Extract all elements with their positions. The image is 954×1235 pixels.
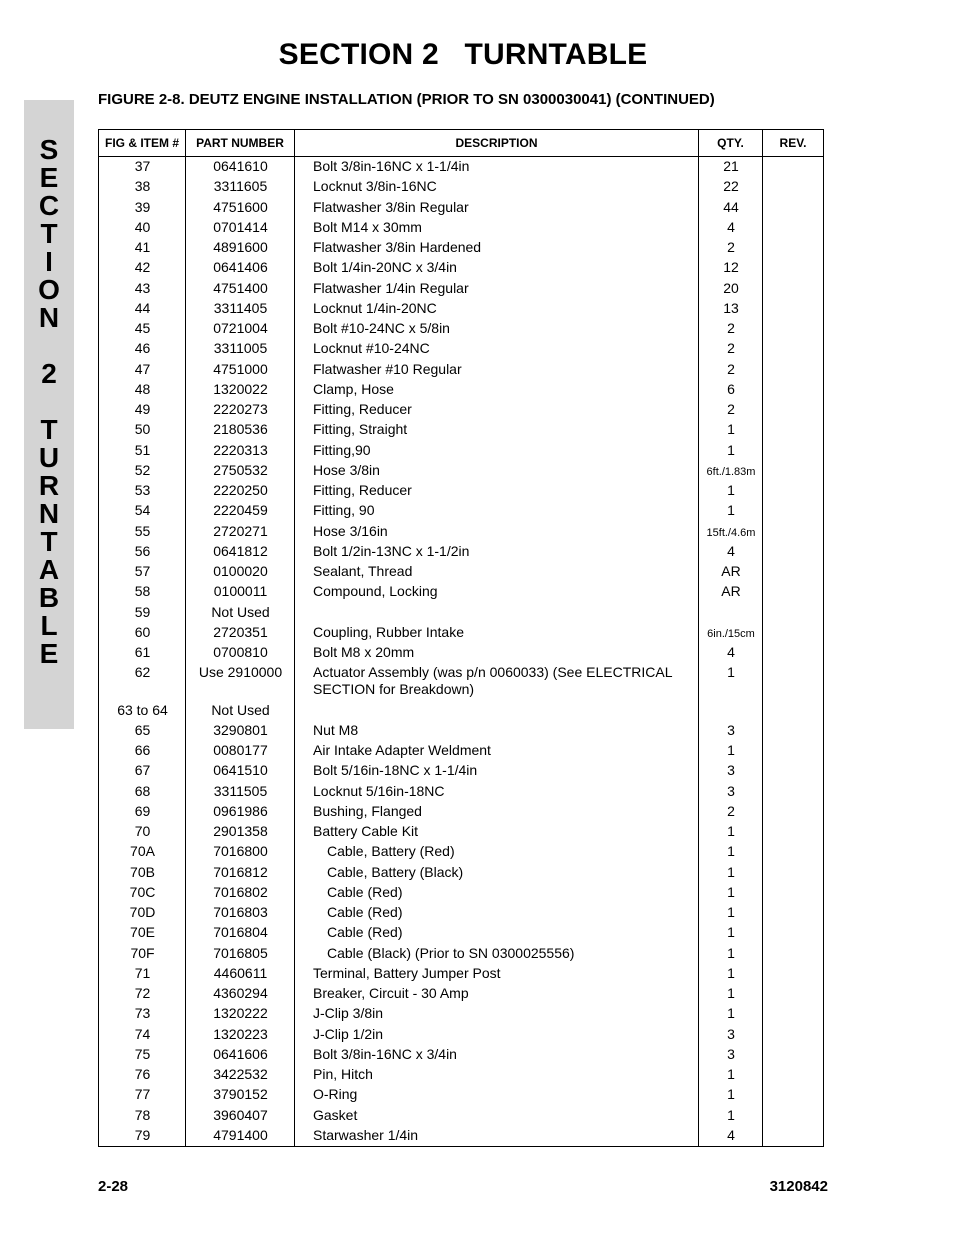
- side-tab-letter: N: [38, 302, 60, 333]
- cell-item: 39: [134, 198, 151, 215]
- cell-part: 2750532: [213, 461, 268, 478]
- cell-item: 52: [134, 461, 151, 478]
- cell-desc: Flatwasher 1/4in Regular: [313, 279, 469, 296]
- cell-part: 0641610: [213, 158, 268, 174]
- cell-desc: Hose 3/8in: [313, 461, 380, 478]
- cell-part: 1320022: [213, 380, 268, 397]
- cell-item: 73: [134, 1005, 151, 1022]
- cell-desc: Bolt 3/8in-16NC x 1-1/4in: [313, 158, 470, 174]
- figure-title: FIGURE 2-8. DEUTZ ENGINE INSTALLATION (PRIOR TO SN 0300030041) (CONTINUED): [98, 91, 715, 108]
- cell-desc: Flatwasher #10 Regular: [313, 360, 462, 377]
- cell-qty: 1: [727, 1005, 735, 1022]
- cell-desc: J-Clip 3/8in: [313, 1005, 384, 1022]
- cell-desc: Bolt 3/8in-16NC x 3/4in: [313, 1045, 457, 1062]
- cell-part: 4360294: [213, 985, 268, 1001]
- header-description: DESCRIPTION: [455, 136, 538, 150]
- cell-part: Not Used: [211, 701, 270, 718]
- side-tab-letter: U: [38, 442, 60, 473]
- cell-qty: 1: [727, 985, 735, 1001]
- cell-desc: Flatwasher 3/8in Regular: [313, 198, 469, 215]
- cell-item: 67: [134, 762, 151, 779]
- cell-part: 3422532: [213, 1066, 268, 1082]
- cell-part: 0641812: [213, 542, 268, 559]
- cell-qty: 6in./15cm: [707, 627, 755, 640]
- cell-desc: Sealant, Thread: [313, 563, 413, 579]
- cell-part: 2220250: [213, 482, 268, 498]
- cell-part: 3311505: [213, 782, 268, 799]
- cell-item: 70A: [130, 843, 155, 860]
- cell-item: 71: [134, 964, 151, 981]
- cell-item: 59: [134, 603, 151, 620]
- cell-item: 69: [134, 802, 151, 819]
- cell-qty: 1: [727, 863, 735, 880]
- cell-qty: 1: [727, 904, 735, 920]
- cell-item: 41: [134, 239, 151, 255]
- cell-desc: Terminal, Battery Jumper Post: [313, 964, 501, 981]
- header-rev: REV.: [779, 136, 807, 150]
- cell-part: 7016805: [213, 944, 268, 961]
- cell-item: 51: [134, 441, 151, 458]
- cell-qty: 1: [727, 482, 735, 498]
- cell-qty: 2: [727, 320, 735, 336]
- cell-desc: Bolt 1/2in-13NC x 1-1/2in: [313, 542, 470, 559]
- header-part-number: PART NUMBER: [196, 136, 284, 150]
- cell-desc: Locknut #10-24NC: [313, 340, 430, 357]
- cell-qty: 22: [723, 178, 739, 195]
- cell-qty: 3: [727, 1025, 735, 1042]
- cell-qty: 1: [727, 1106, 735, 1123]
- side-tab-letter: I: [45, 246, 53, 277]
- side-tab-letter: A: [38, 554, 60, 585]
- side-tab-letter: N: [38, 498, 60, 529]
- cell-item: 62: [134, 664, 151, 681]
- cell-qty: 15ft./4.6m: [706, 526, 756, 539]
- cell-item: 70: [134, 823, 151, 839]
- side-tab-letter: O: [38, 274, 60, 305]
- cell-qty: 1: [727, 421, 735, 438]
- cell-item: 38: [134, 178, 151, 195]
- page-number: 2-28: [98, 1178, 129, 1195]
- cell-part: 7016803: [213, 904, 268, 920]
- cell-desc: Bushing, Flanged: [313, 802, 422, 819]
- cell-part: 3960407: [213, 1106, 268, 1123]
- cell-qty: 1: [727, 502, 735, 519]
- cell-item: 72: [134, 985, 151, 1001]
- cell-qty: 1: [727, 1086, 735, 1103]
- cell-item: 43: [134, 279, 151, 296]
- cell-part: 0100020: [213, 563, 268, 579]
- cell-item: 56: [134, 542, 151, 559]
- header-fig-item: FIG & ITEM #: [104, 136, 179, 150]
- header-qty: QTY.: [717, 136, 744, 150]
- cell-qty: AR: [721, 563, 741, 579]
- cell-part: 2220459: [213, 502, 268, 519]
- cell-desc: O-Ring: [313, 1086, 358, 1103]
- cell-part: 1320222: [213, 1005, 268, 1022]
- cell-qty: 1: [727, 964, 735, 981]
- cell-part: 4891600: [213, 239, 268, 255]
- side-tab-letters: [24, 136, 74, 668]
- cell-item: 58: [134, 583, 151, 600]
- cell-part: Not Used: [211, 603, 270, 620]
- cell-part: 3311005: [213, 340, 268, 357]
- cell-item: 40: [134, 218, 151, 235]
- cell-qty: 12: [723, 259, 739, 276]
- cell-part: 3311605: [213, 178, 268, 195]
- cell-part: 3311405: [213, 299, 268, 316]
- cell-part: 4751400: [213, 279, 268, 296]
- cell-item: 79: [134, 1126, 151, 1143]
- cell-item: 70F: [130, 944, 155, 961]
- cell-desc: Cable, Battery (Black): [327, 863, 464, 880]
- cell-item: 42: [134, 259, 151, 276]
- cell-part: 0100011: [213, 583, 268, 600]
- cell-part: 3790152: [213, 1086, 268, 1103]
- section-side-tab: [24, 100, 74, 729]
- cell-desc: Cable (Red): [327, 924, 403, 941]
- cell-item: 74: [134, 1025, 151, 1042]
- cell-item: 77: [134, 1086, 151, 1103]
- document-number: 3120842: [769, 1178, 828, 1195]
- cell-desc: Coupling, Rubber Intake: [313, 623, 464, 640]
- cell-qty: 2: [727, 360, 735, 377]
- cell-item: 70B: [130, 863, 155, 880]
- cell-qty: 13: [723, 299, 739, 316]
- cell-part: 4460611: [213, 964, 268, 981]
- cell-part: 1320223: [213, 1025, 268, 1042]
- cell-qty: 1: [727, 843, 735, 860]
- cell-part: 0641510: [213, 762, 268, 779]
- cell-part: 4751000: [213, 360, 268, 377]
- cell-item: 55: [134, 522, 151, 539]
- cell-desc: Fitting, Reducer: [313, 482, 412, 498]
- cell-desc: Air Intake Adapter Weldment: [313, 742, 491, 758]
- side-tab-letter: T: [40, 414, 58, 445]
- cell-part: 2180536: [213, 421, 268, 438]
- cell-item: 75: [134, 1045, 151, 1062]
- cell-desc: Fitting, 90: [313, 502, 375, 519]
- cell-part: 0641406: [213, 259, 268, 276]
- page-title: SECTION 2 TURNTABLE: [278, 38, 648, 71]
- cell-desc: Starwasher 1/4in: [313, 1126, 419, 1143]
- cell-item: 60: [134, 623, 151, 640]
- cell-qty: AR: [721, 583, 741, 600]
- side-tab-letter: S: [39, 134, 59, 165]
- side-tab-letter: C: [38, 190, 60, 221]
- cell-qty: 20: [723, 279, 739, 296]
- cell-desc: Cable, Battery (Red): [327, 843, 455, 860]
- cell-desc: Locknut 1/4in-20NC: [313, 299, 437, 316]
- cell-desc: J-Clip 1/2in: [313, 1025, 384, 1042]
- cell-part: 0700810: [213, 644, 268, 660]
- side-tab-letter: [24, 332, 74, 360]
- cell-qty: 1: [727, 823, 735, 839]
- cell-part: 0721004: [213, 320, 268, 336]
- cell-part: Use 2910000: [198, 664, 283, 681]
- side-tab-letter: B: [38, 582, 60, 613]
- cell-part: 4791400: [213, 1126, 268, 1143]
- cell-item: 37: [134, 158, 151, 174]
- cell-part: 3290801: [213, 721, 268, 738]
- side-tab-letter: 2: [41, 358, 57, 389]
- cell-item: 48: [134, 380, 151, 397]
- cell-qty: 2: [727, 239, 735, 255]
- cell-qty: 2: [727, 802, 735, 819]
- cell-desc: Fitting, Straight: [313, 421, 408, 438]
- cell-desc: Gasket: [313, 1106, 358, 1123]
- cell-qty: 44: [723, 198, 739, 215]
- header-divider: [99, 156, 823, 157]
- cell-item: 54: [134, 502, 151, 519]
- cell-item: 61: [134, 644, 151, 660]
- cell-qty: 1: [727, 924, 735, 941]
- cell-qty: 2: [727, 340, 735, 357]
- cell-qty: 1: [727, 664, 735, 681]
- cell-desc: Cable (Red): [327, 904, 403, 920]
- cell-desc: Bolt 5/16in-18NC x 1-1/4in: [313, 762, 478, 779]
- cell-qty: 4: [727, 1126, 735, 1143]
- cell-part: 0961986: [213, 802, 268, 819]
- side-tab-letter: R: [38, 470, 60, 501]
- side-tab-letter: E: [39, 162, 59, 193]
- cell-part: 7016800: [213, 843, 268, 860]
- cell-desc: Compound, Locking: [313, 583, 438, 600]
- cell-qty: 4: [727, 644, 735, 660]
- cell-part: 7016802: [213, 883, 268, 900]
- cell-qty: 1: [727, 441, 735, 458]
- cell-item: 63 to 64: [117, 701, 168, 718]
- cell-desc: Battery Cable Kit: [313, 823, 419, 839]
- cell-desc: Fitting,90: [313, 441, 371, 458]
- cell-desc: Actuator Assembly (was p/n 0060033) (See ELECTRICAL SECTION for Breakdown): [313, 664, 672, 698]
- cell-part: 7016804: [213, 924, 268, 941]
- cell-part: 7016812: [213, 863, 268, 880]
- cell-item: 57: [134, 563, 151, 579]
- cell-item: 66: [134, 742, 151, 758]
- cell-qty: 3: [727, 1045, 735, 1062]
- cell-desc: Flatwasher 3/8in Hardened: [313, 239, 482, 255]
- cell-part: 2220273: [213, 401, 268, 417]
- parts-table: [98, 129, 824, 1147]
- cell-qty: 1: [727, 742, 735, 758]
- cell-part: 2720351: [213, 623, 268, 640]
- cell-desc: Cable (Black) (Prior to SN 0300025556): [327, 944, 575, 961]
- cell-part: 2220313: [213, 441, 268, 458]
- cell-part: 2720271: [213, 522, 268, 539]
- cell-qty: 2: [727, 401, 735, 417]
- cell-desc: Bolt #10-24NC x 5/8in: [313, 320, 450, 336]
- cell-part: 0080177: [213, 742, 268, 758]
- cell-qty: 1: [727, 1066, 735, 1082]
- cell-desc: Hose 3/16in: [313, 522, 388, 539]
- cell-item: 76: [134, 1066, 151, 1082]
- cell-qty: 21: [723, 158, 739, 174]
- cell-desc: Cable (Red): [327, 883, 403, 900]
- cell-desc: Bolt 1/4in-20NC x 3/4in: [313, 259, 457, 276]
- cell-desc: Locknut 5/16in-18NC: [313, 782, 445, 799]
- cell-item: 47: [134, 360, 151, 377]
- cell-desc: Locknut 3/8in-16NC: [313, 178, 437, 195]
- cell-qty: 3: [727, 721, 735, 738]
- cell-desc: Breaker, Circuit - 30 Amp: [313, 985, 469, 1001]
- cell-qty: 4: [727, 218, 735, 235]
- cell-item: 70D: [129, 904, 156, 920]
- cell-desc: Bolt M8 x 20mm: [313, 644, 415, 660]
- cell-item: 45: [134, 320, 151, 336]
- cell-item: 70E: [130, 924, 155, 941]
- cell-desc: Fitting, Reducer: [313, 401, 412, 417]
- cell-qty: 1: [727, 883, 735, 900]
- cell-item: 50: [134, 421, 151, 438]
- cell-item: 53: [134, 482, 151, 498]
- cell-qty: 4: [727, 542, 735, 559]
- cell-desc: Bolt M14 x 30mm: [313, 218, 422, 235]
- side-tab-letter: [24, 388, 74, 416]
- cell-item: 78: [134, 1106, 151, 1123]
- cell-qty: 3: [727, 782, 735, 799]
- cell-qty: 1: [727, 944, 735, 961]
- cell-part: 2901358: [213, 823, 268, 839]
- cell-qty: 6: [727, 380, 735, 397]
- cell-qty: 3: [727, 762, 735, 779]
- cell-item: 70C: [129, 883, 156, 900]
- side-tab-letter: T: [40, 218, 58, 249]
- cell-desc: Clamp, Hose: [313, 380, 394, 397]
- cell-desc: Pin, Hitch: [313, 1066, 373, 1082]
- cell-item: 65: [134, 721, 151, 738]
- cell-part: 0701414: [213, 218, 268, 235]
- cell-part: 0641606: [213, 1045, 268, 1062]
- cell-desc: Nut M8: [313, 721, 359, 738]
- cell-part: 4751600: [213, 198, 268, 215]
- cell-item: 68: [134, 782, 151, 799]
- side-tab-letter: T: [40, 526, 58, 557]
- cell-item: 44: [134, 299, 151, 316]
- cell-item: 49: [134, 401, 151, 417]
- side-tab-letter: E: [39, 638, 59, 669]
- cell-qty: 6ft./1.83m: [706, 465, 756, 478]
- side-tab-letter: L: [40, 610, 58, 641]
- cell-item: 46: [134, 340, 151, 357]
